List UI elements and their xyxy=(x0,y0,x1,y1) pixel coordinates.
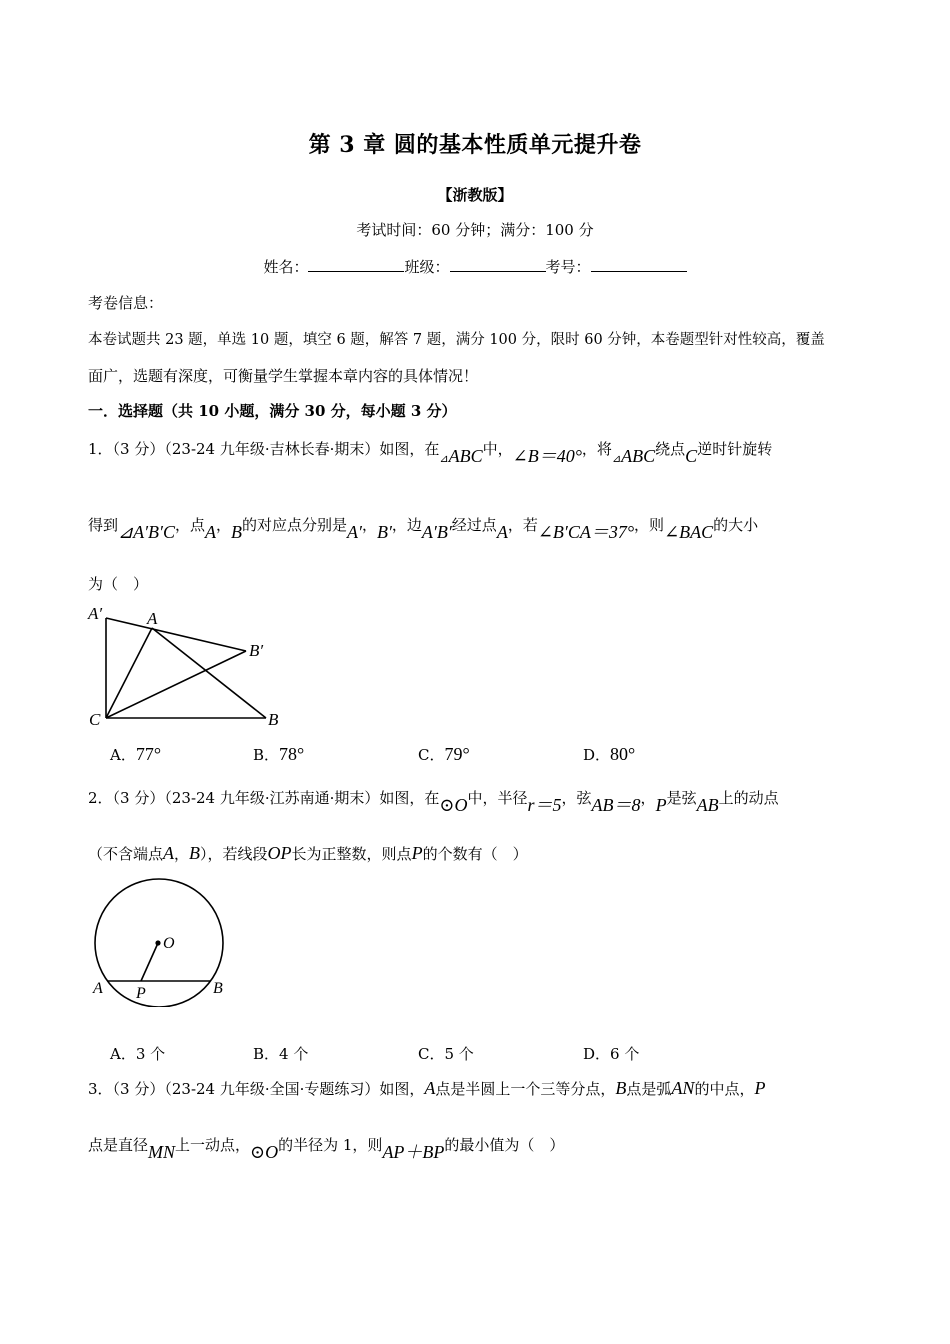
q2-figure xyxy=(84,872,244,1007)
q2-center-dot xyxy=(155,940,160,945)
class-label: 班级： xyxy=(404,258,450,276)
q1-label-b: B xyxy=(268,710,279,729)
name-label: 姓名： xyxy=(263,258,309,276)
q1-option-a[interactable]: A．77° xyxy=(110,744,162,764)
student-info-line xyxy=(0,256,950,277)
q3-line-1: 3．（3 分）（23-24 九年级·全国·专题练习）如图，A点是半圆上一个三等分点，B点是弧AN的中点，P xyxy=(88,1078,766,1098)
exam-no-label: 考号： xyxy=(545,258,591,276)
q2-label-o: O xyxy=(163,935,175,952)
q2-option-d[interactable]: D．6 个 xyxy=(583,1045,640,1063)
info-line-1: 本卷试题共 23 题，单选 10 题，填空 6 题，解答 7 题，满分 100 分，限时 60 分钟，本卷题型针对性较高，覆盖 xyxy=(88,332,825,348)
name-blank[interactable] xyxy=(308,257,404,272)
info-line-2: 面广，选题有深度，可衡量学生掌握本章内容的具体情况！ xyxy=(88,367,479,385)
q1-line-3: 为（ ） xyxy=(88,575,149,593)
q1-label-c: C xyxy=(89,710,101,729)
q2-seg-op xyxy=(141,943,158,981)
q1-label-a: A xyxy=(147,609,158,628)
q1-seg-c-b-prime xyxy=(106,651,246,718)
q2-option-a[interactable]: A．3 个 xyxy=(110,1045,166,1063)
q2-line-1: 2．（3 分）（23-24 九年级·江苏南通·期末）如图，在⊙O中，半径r＝5，弦AB＝8，P是弦AB上的动点 xyxy=(88,789,779,815)
q1-label-a-prime: A′ xyxy=(88,604,103,623)
q1-option-b[interactable]: B．78° xyxy=(253,744,305,764)
q2-label-b: B xyxy=(213,980,223,997)
page-title: 第 3 章 圆的基本性质单元提升卷 xyxy=(308,132,642,158)
q1-figure xyxy=(84,600,294,732)
q2-option-b[interactable]: B．4 个 xyxy=(253,1045,309,1063)
q2-line-2: （不含端点A，B），若线段OP长为正整数，则点P的个数有（ ） xyxy=(88,843,528,863)
q2-option-c[interactable]: C．5 个 xyxy=(418,1045,474,1063)
section-title: 一．选择题（共 10 小题，满分 30 分，每小题 3 分） xyxy=(88,402,457,420)
class-blank[interactable] xyxy=(450,257,546,272)
time-info: 考试时间：60 分钟；满分：100 分 xyxy=(356,221,594,239)
q1-line-2: 得到⊿A′B′C，点A，B的对应点分别是A′，B′，边A′B′经过点A，若∠B′CA＝37°，则∠BAC的大小 xyxy=(88,516,759,542)
q1-label-b-prime: B′ xyxy=(249,641,264,660)
q1-option-c[interactable]: C．79° xyxy=(418,744,470,764)
q1-option-d[interactable]: D．80° xyxy=(583,744,636,764)
q2-label-p: P xyxy=(136,985,146,1002)
exam-no-blank[interactable] xyxy=(591,257,687,272)
q1-seg-c-a xyxy=(106,628,152,718)
edition-label: 【浙教版】 xyxy=(437,186,513,204)
q2-label-a: A xyxy=(93,980,103,997)
info-heading: 考卷信息： xyxy=(88,294,164,312)
q3-line-2: 点是直径MN上一动点，⊙O的半径为 1，则AP＋BP的最小值为（ ） xyxy=(88,1136,565,1162)
q1-line-1: 1．（3 分）（23-24 九年级·吉林长春·期末）如图，在$_⊿$ABC中，∠B＝40°，将$_⊿$ABC绕点C逆时针旋转 xyxy=(88,440,773,466)
